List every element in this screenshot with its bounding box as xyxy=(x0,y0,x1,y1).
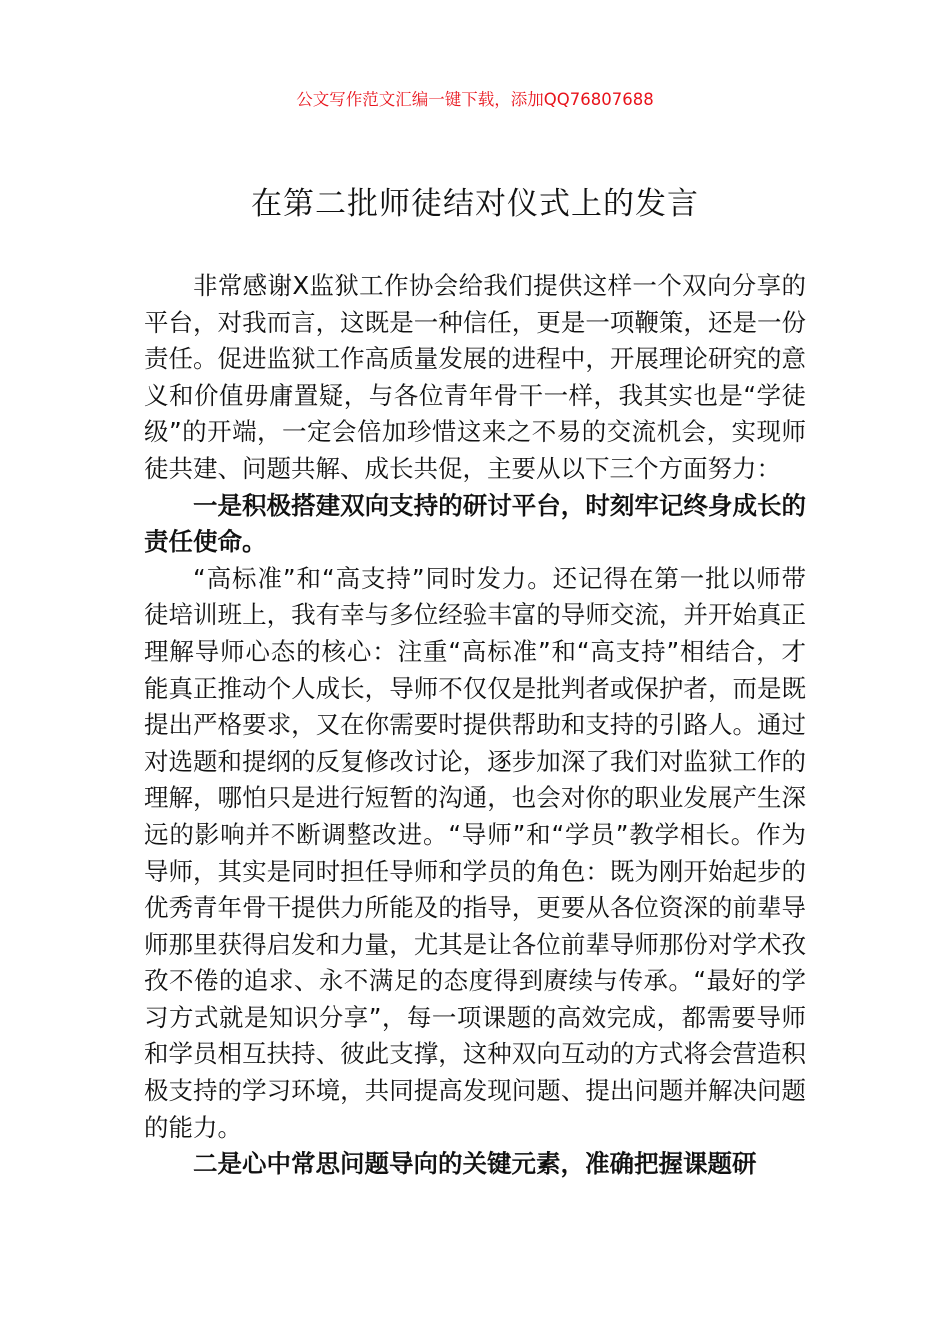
document-title: 在第二批师徒结对仪式上的发言 xyxy=(251,186,699,222)
header-download-note: 公文写作范文汇编一键下载，添加QQ76807688 xyxy=(296,90,654,109)
document-body xyxy=(144,268,806,1183)
section-heading-1: 一是积极搭建双向支持的研讨平台，时刻牢记终身成长的责任使命。 xyxy=(144,490,806,557)
section-heading-2: 二是心中常思问题导向的关键元素，准确把握课题研 xyxy=(193,1149,757,1179)
paragraph-intro: 非常感谢X监狱工作协会给我们提供这样一个双向分享的平台，对我而言，这既是一种信任，更是一项鞭策，还是一份责任。促进监狱工作高质量发展的进程中，开展理论研究的意义和价值毋庸置疑，与各位青年骨干一样，我其实也是“学徒级”的开端，一定会倍加珍惜这来之不易的交流机会，实现师徒共建、问题共解、成长共促，主要从以下三个方面努力： xyxy=(144,271,806,483)
paragraph-section-1: “高标准”和“高支持”同时发力。还记得在第一批以师带徒培训班上，我有幸与多位经验丰富的导师交流，并开始真正理解导师心态的核心：注重“高标准”和“高支持”相结合，才能真正推动个人成长，导师不仅仅是批判者或保护者，而是既提出严格要求，又在你需要时提供帮助和支持的引路人。通过对选题和提纲的反复修改讨论，逐步加深了我们对监狱工作的理解，哪怕只是进行短暂的沟通，也会对你的职业发展产生深远的影响并不断调整改进。“导师”和“学员”教学相长。作为导师，其实是同时担任导师和学员的角色：既为刚开始起步的优秀青年骨干提供力所能及的指导，更要从各位资深的前辈导师那里获得启发和力量，尤其是让各位前辈导师那份对学术孜孜不倦的追求、永不满足的态度得到赓续与传承。“最好的学习方式就是知识分享”，每一项课题的高效完成，都需要导师和学员相互扶持、彼此支撑，这种双向互动的方式将会营造积极支持的学习环境，共同提高发现问题、提出问题并解决问题的能力。 xyxy=(144,563,806,1142)
